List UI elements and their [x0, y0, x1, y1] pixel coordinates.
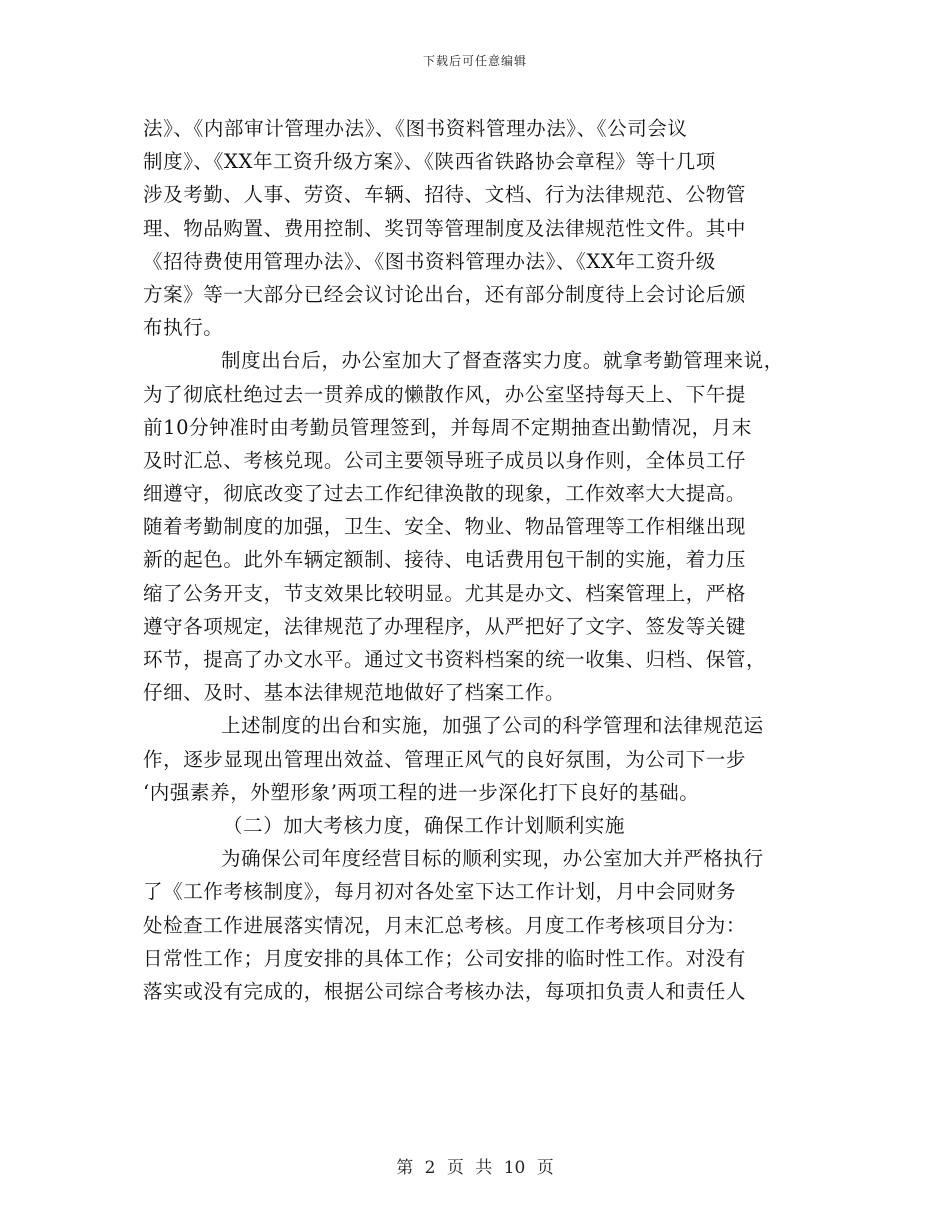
- body-text-line: 了《工作考核制度》，每月初对各处室下达工作计划，月中会同财务: [143, 880, 737, 904]
- body-text-line: 为确保公司年度经营目标的顺利实现，办公室加大并严格执行: [221, 847, 764, 871]
- body-text-line: 处检查工作进展落实情况，月末汇总考核。月度工作考核项目分为：: [143, 913, 747, 937]
- body-text-line: 涉及考勤、人事、劳资、车辆、招待、文档、行为法律规范、公物管: [143, 183, 747, 207]
- body-text-line: ‘内强素养，外塑形象’两项工程的进一步深化打下良好的基础。: [143, 780, 700, 804]
- body-text-line: 制度》、《XX年工资升级方案》、《陕西省铁路协会章程》等十几项: [143, 150, 716, 174]
- body-text-line: 方案》等一大部分已经会议讨论出台，还有部分制度待上会讨论后颁: [143, 282, 747, 306]
- body-text-line: 前10分钟准时由考勤员管理签到，并每周不定期抽查出勤情况，月末: [143, 415, 752, 439]
- body-text-line: 及时汇总、考核兑现。公司主要领导班子成员以身作则，全体员工仔: [143, 448, 747, 472]
- body-text-line: 上述制度的出台和实施，加强了公司的科学管理和法律规范运: [221, 714, 764, 738]
- body-text-line: 仔细、及时、基本法律规范地做好了档案工作。: [143, 681, 566, 705]
- body-text-line: 理、物品购置、费用控制、奖罚等管理制度及法律规范性文件。其中: [143, 216, 747, 240]
- body-text-line: 日常性工作；月度安排的具体工作；公司安排的临时性工作。对没有: [143, 946, 747, 970]
- body-text-line: 细遵守，彻底改变了过去工作纪律涣散的现象，工作效率大大提高。: [143, 482, 747, 506]
- body-text-line: 《招待费使用管理办法》、《图书资料管理办法》、《XX年工资升级: [143, 249, 716, 273]
- body-text-line: 新的起色。此外车辆定额制、接待、电话费用包干制的实施，着力压: [143, 548, 747, 572]
- body-text-line: 随着考勤制度的加强，卫生、安全、物业、物品管理等工作相继出现: [143, 515, 747, 539]
- body-text-line: 落实或没有完成的，根据公司综合考核办法，每项扣负责人和责任人: [143, 979, 747, 1003]
- body-text-line: 遵守各项规定，法律规范了办理程序，从严把好了文字、签发等关键: [143, 614, 747, 638]
- body-text-line: 法》、《内部审计管理办法》、《图书资料管理办法》、《公司会议: [143, 117, 688, 140]
- page-footer: 第 2 页 共 10 页: [396, 1158, 554, 1178]
- document-body: [143, 112, 807, 1008]
- body-text-line: 布执行。: [143, 316, 224, 340]
- body-text-line: 环节，提高了办文水平。通过文书资料档案的统一收集、归档、保管，: [143, 648, 767, 671]
- page-header: 下载后可任意编辑: [422, 54, 527, 68]
- section-heading: （二）加大考核力度，确保工作计划顺利实施: [223, 813, 626, 837]
- body-text-line: 为了彻底杜绝过去一贯养成的懒散作风，办公室坚持每天上、下午提: [143, 382, 747, 406]
- body-text-line: 作，逐步显现出管理出效益、管理正风气的良好氛围，为公司下一步: [143, 747, 747, 771]
- body-text-line: 制度出台后，办公室加大了督查落实力度。就拿考勤管理来说，: [221, 349, 784, 373]
- body-text-line: 缩了公务开支，节支效果比较明显。尤其是办文、档案管理上，严格: [143, 581, 747, 605]
